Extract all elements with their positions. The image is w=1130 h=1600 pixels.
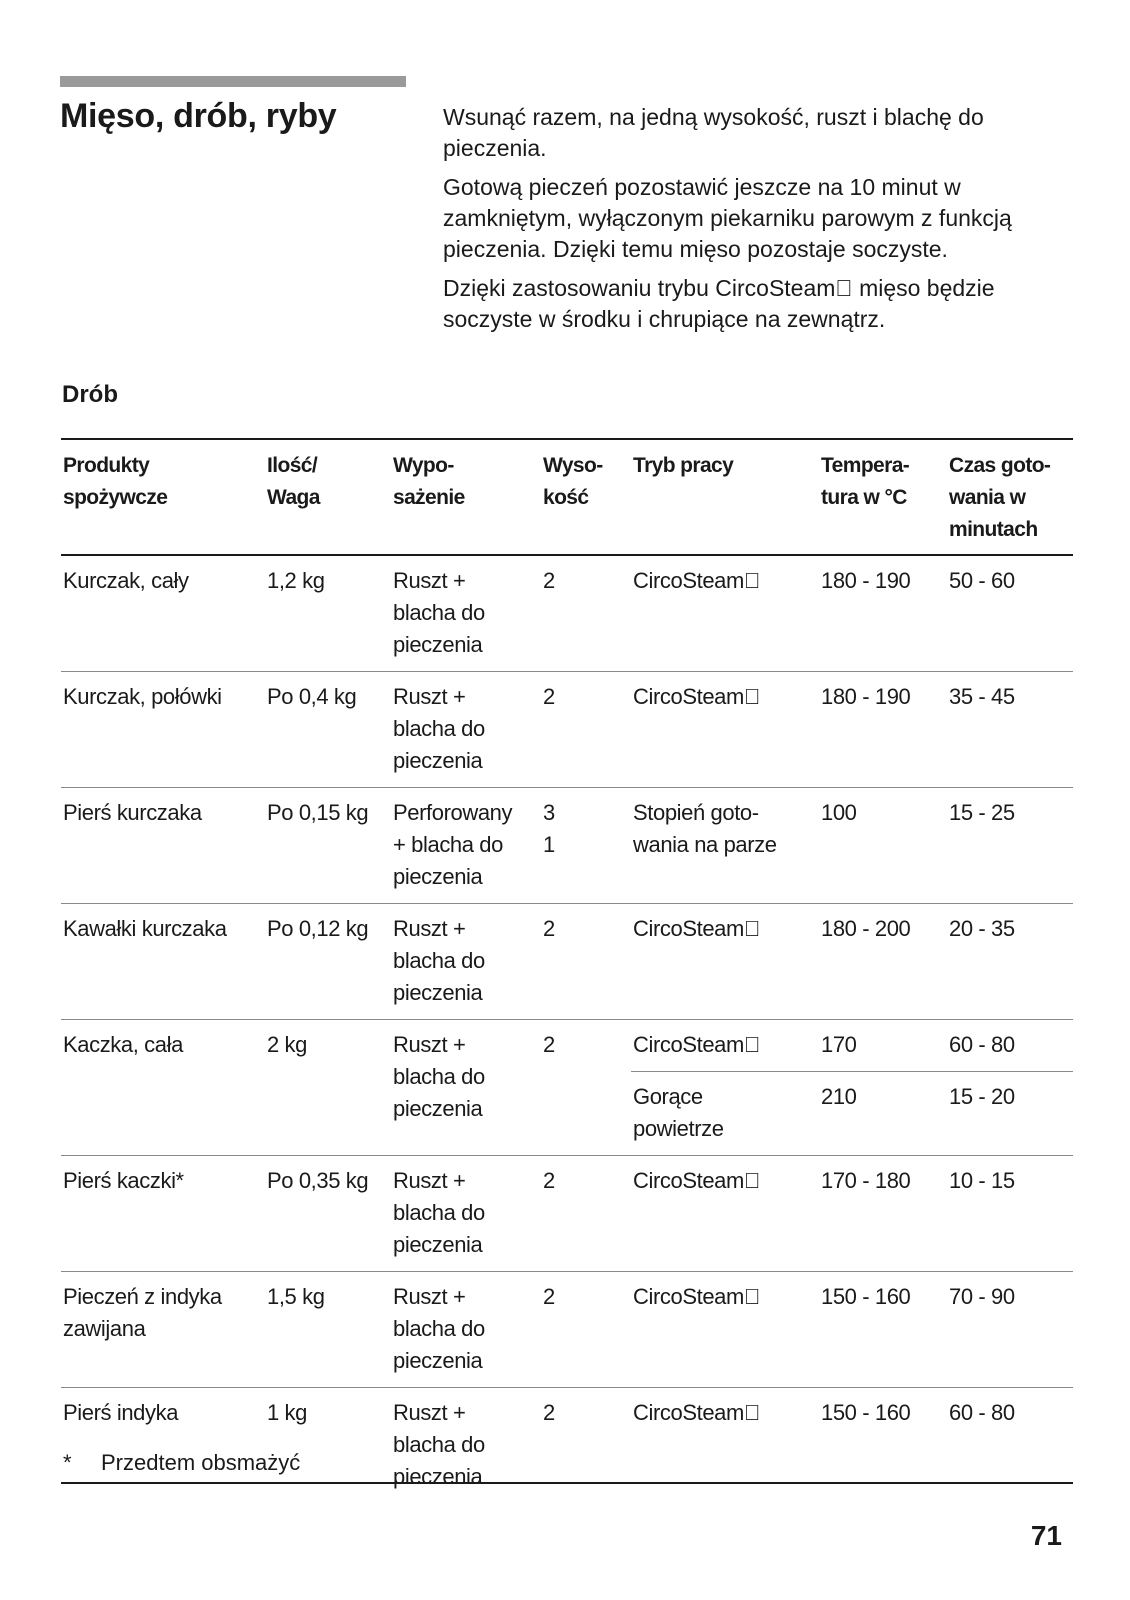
cell-level: 2	[543, 1400, 555, 1425]
cell-time: 10 - 15	[947, 1156, 1073, 1272]
intro-text	[443, 102, 1063, 343]
cell-quantity: Po 0,4 kg	[265, 672, 391, 788]
header-time: Czas goto- wania w minutach	[947, 439, 1073, 555]
cell-temperature: 170 - 180	[819, 1156, 947, 1272]
cell-time: 15 - 20	[947, 1072, 1073, 1156]
section-heading: Drób	[62, 381, 118, 408]
footnote-mark: *	[63, 1450, 72, 1475]
cell-level: 3 1	[541, 788, 631, 904]
cell-accessories: Ruszt + blacha do pieczenia	[391, 555, 541, 672]
cell-temperature: 150 - 160	[819, 1272, 947, 1388]
cell-product: Pierś kaczki*	[61, 1156, 265, 1272]
cell-temperature: 150 - 160	[821, 1400, 911, 1425]
cell-level: 2	[541, 1156, 631, 1272]
cell-quantity: 1 kg	[267, 1400, 307, 1425]
cell-accessories: Perforowany + blacha do pieczenia	[391, 788, 541, 904]
cell-quantity: 1,2 kg	[265, 555, 391, 672]
cell-time: 60 - 80	[949, 1400, 1015, 1425]
cell-temperature: 180 - 190	[819, 555, 947, 672]
table-header-row	[61, 439, 1073, 555]
header-mode: Tryb pracy	[631, 439, 819, 555]
table-row	[61, 904, 1073, 1020]
cell-mode: CircoSteam	[631, 1156, 819, 1272]
cell-product: Pierś kurczaka	[61, 788, 265, 904]
cell-level: 2	[541, 555, 631, 672]
cell-temperature: 180 - 190	[819, 672, 947, 788]
cell-product: Kurczak, cały	[61, 555, 265, 672]
cell-accessories: Ruszt + blacha do pieczenia	[391, 1156, 541, 1272]
cell-product: Pierś indyka	[63, 1400, 179, 1425]
header-quantity: Ilość/ Waga	[265, 439, 391, 555]
cell-temperature: 210	[819, 1072, 947, 1156]
page-title: Mięso, drób, ryby	[60, 97, 337, 135]
table-row	[61, 672, 1073, 788]
intro-paragraph: Dzięki zastosowaniu trybu CircoSteam mięso będzie soczyste w środku i chrupiące na zewnątrz.	[443, 275, 978, 332]
cell-product: Kawałki kurczaka	[61, 904, 265, 1020]
cell-level: 2	[541, 1020, 631, 1156]
cell-accessories: Ruszt + blacha do pieczenia	[391, 672, 541, 788]
cell-accessories: Ruszt + blacha do pieczenia	[391, 1020, 541, 1156]
cell-product: Pieczeń z indyka zawijana	[61, 1272, 265, 1388]
intro-paragraph: Gotową pieczeń pozostawić jeszcze na 10 minut w zamkniętym, wyłączonym piekarniku parowym z funkcją pieczenia. Dzięki temu mięso pozostaje soczyste.	[443, 174, 1012, 262]
table-row	[61, 1020, 1073, 1072]
cell-mode: Gorące powietrze	[631, 1072, 819, 1156]
cell-mode: CircoSteam	[631, 1272, 819, 1388]
table-row	[61, 1272, 1073, 1388]
cell-accessories: Ruszt + blacha do pieczenia	[391, 904, 541, 1020]
cell-time: 70 - 90	[947, 1272, 1073, 1388]
header-product: Produkty spożywcze	[61, 439, 265, 555]
cell-mode: CircoSteam	[633, 1400, 744, 1425]
cell-product: Kaczka, cała	[61, 1020, 265, 1156]
cell-time: 35 - 45	[947, 672, 1073, 788]
table-row	[61, 1388, 1073, 1504]
footnote	[61, 1448, 1073, 1484]
section-bar	[60, 76, 406, 87]
cell-mode: CircoSteam	[631, 672, 819, 788]
header-accessories: Wypo- sażenie	[391, 439, 541, 555]
table-row	[61, 555, 1073, 672]
cell-temperature: 170	[819, 1020, 947, 1072]
intro-paragraph: Wsunąć razem, na jedną wysokość, ruszt i blachę do pieczenia.	[443, 104, 984, 161]
cell-quantity: 2 kg	[265, 1020, 391, 1156]
cell-quantity: 1,5 kg	[265, 1272, 391, 1388]
cell-time: 15 - 25	[947, 788, 1073, 904]
cell-mode: CircoSteam	[631, 904, 819, 1020]
cell-temperature: 100	[819, 788, 947, 904]
header-temperature: Tempera- tura w °C	[819, 439, 947, 555]
cell-temperature: 180 - 200	[819, 904, 947, 1020]
page-number: 71	[1030, 1520, 1062, 1551]
cell-product: Kurczak, połówki	[61, 672, 265, 788]
poultry-table	[61, 438, 1073, 1503]
cell-quantity: Po 0,12 kg	[265, 904, 391, 1020]
cell-time: 60 - 80	[947, 1020, 1073, 1072]
cell-mode: Stopień goto- wania na parze	[631, 788, 819, 904]
cell-time: 20 - 35	[947, 904, 1073, 1020]
cell-mode: CircoSteam	[631, 555, 819, 672]
cell-level: 2	[541, 672, 631, 788]
cell-time: 50 - 60	[947, 555, 1073, 672]
cell-accessories: Ruszt + blacha do pieczenia	[391, 1272, 541, 1388]
table-row	[61, 1156, 1073, 1272]
cell-quantity: Po 0,35 kg	[265, 1156, 391, 1272]
cell-mode: CircoSteam	[631, 1020, 819, 1072]
cell-level: 2	[541, 1272, 631, 1388]
header-level: Wyso- kość	[541, 439, 631, 555]
cell-quantity: Po 0,15 kg	[265, 788, 391, 904]
cell-accessories: Ruszt + blacha do pieczenia	[393, 1400, 485, 1489]
table-row	[61, 788, 1073, 904]
cell-level: 2	[541, 904, 631, 1020]
footnote-text: Przedtem obsmażyć	[101, 1450, 301, 1475]
